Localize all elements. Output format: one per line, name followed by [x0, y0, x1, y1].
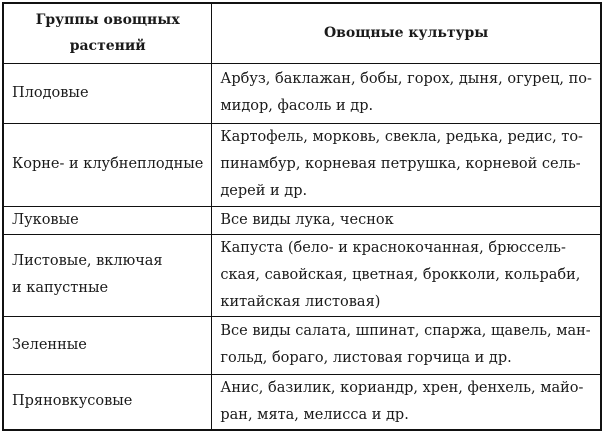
cell-line: Капуста (бело- и краснокочанная, брюссель-: [220, 239, 566, 256]
cell-line: ран, мята, мелисса и др.: [220, 406, 409, 423]
group-cell: [3, 206, 212, 234]
cell-line: Корне- и клубнеплодные: [12, 156, 204, 172]
crops-cell: [212, 206, 601, 234]
cell-line: Листовые, включая: [12, 253, 163, 269]
header-line: Овощные культуры: [323, 25, 489, 42]
group-cell: [3, 123, 212, 206]
cell-line: Картофель, морковь, свекла, редька, редис, то-: [220, 129, 583, 145]
cell-line: Все виды салата, шпинат, спаржа, щавель, ман-: [220, 323, 591, 339]
table-row: [3, 123, 601, 206]
table-row: [3, 63, 601, 123]
cell-line: Зеленные: [12, 336, 87, 353]
group-cell: [3, 316, 212, 374]
cell-line: Все виды лука, чеснок: [220, 211, 394, 228]
table-row: [3, 374, 601, 430]
cell-line: гольд, бораго, листовая горчица и др.: [220, 350, 512, 366]
group-cell: [3, 374, 212, 430]
cell-line: Луковые: [12, 211, 79, 228]
cell-line: мидор, фасоль и др.: [220, 98, 374, 114]
cell-line: и капустные: [12, 280, 109, 296]
header-groups: [3, 3, 212, 63]
cell-line: Анис, базилик, кориандр, хрен, фенхель, майо-: [220, 379, 584, 396]
crops-cell: [212, 316, 601, 374]
header-line: растений: [69, 38, 146, 55]
table-row: [3, 234, 601, 316]
cell-line: пинамбур, корневая петрушка, корневой сель-: [220, 156, 581, 172]
vegetable-groups-table: [2, 2, 602, 431]
crops-cell: [212, 374, 601, 430]
table-row: [3, 316, 601, 374]
table-row: [3, 206, 601, 234]
crops-cell: [212, 63, 601, 123]
crops-cell: [212, 123, 601, 206]
cell-line: Арбуз, баклажан, бобы, горох, дыня, огурец, по-: [220, 71, 592, 87]
header-line: Группы овощных: [35, 12, 180, 29]
cell-line: китайская листовая): [220, 293, 381, 310]
cell-line: Пряновкусовые: [12, 393, 133, 409]
header-row: [3, 3, 601, 63]
header-crops: [212, 3, 601, 63]
cell-line: Плодовые: [12, 84, 89, 101]
crops-cell: [212, 234, 601, 316]
group-cell: [3, 63, 212, 123]
cell-line: ская, савойская, цветная, брокколи, кольраби,: [220, 266, 581, 283]
cell-line: дерей и др.: [220, 183, 308, 199]
group-cell: [3, 234, 212, 316]
